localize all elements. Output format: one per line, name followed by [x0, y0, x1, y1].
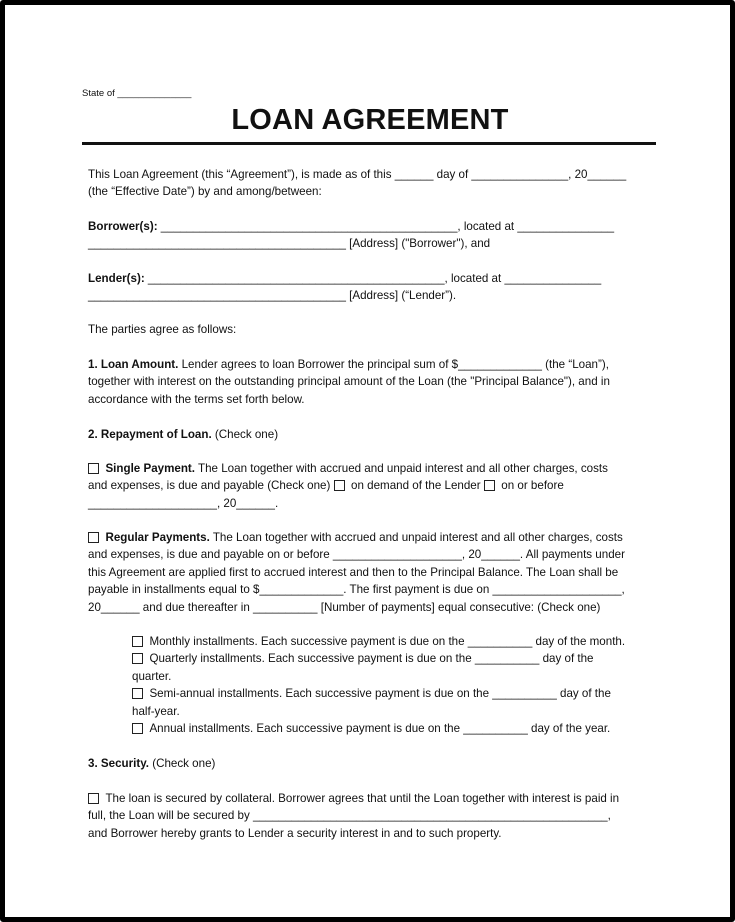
- intro-line-1: This Loan Agreement (this “Agreement”), is made as of this ______ day of _______________, 20______: [88, 168, 627, 181]
- section2-heading-line: [88, 426, 658, 443]
- quarterly-label: Quarterly installments. Each successive payment is due on the __________ day of the: [149, 652, 594, 666]
- single-line-2-text: and expenses, is due and payable (Check one): [88, 479, 334, 493]
- annual-label: Annual installments. Each successive payment is due on the __________ day of the year.: [149, 722, 611, 736]
- on-or-before-label: on or before: [498, 479, 564, 493]
- collateral-checkbox[interactable]: [88, 793, 99, 804]
- section-security-heading: [88, 755, 658, 772]
- semiannual-checkbox[interactable]: [132, 688, 143, 699]
- single-line-1: [88, 460, 658, 477]
- single-payment-label: Single Payment.: [105, 462, 196, 475]
- semiannual-label: Semi-annual installments. Each successive payment is due on the __________ day of the: [149, 687, 611, 701]
- section3-heading-line: [88, 755, 658, 772]
- section-repayment-heading: [88, 426, 658, 443]
- quarterly-continued: quarter.: [132, 669, 172, 683]
- intro-paragraph: [88, 166, 658, 201]
- regular-line-4: payable in installments equal to $_____________. The first payment is due on ____________________,: [88, 583, 625, 597]
- single-payment-option: [88, 460, 658, 512]
- section1-line-1-text: Lender agrees to loan Borrower the principal sum of $_____________ (the “Loan”),: [178, 358, 609, 371]
- lender-line-1-text: ______________________________________________, located at _______________: [144, 272, 602, 285]
- borrower-line-1: [88, 218, 658, 235]
- regular-line-3: this Agreement are applied first to accrued interest and then to the Principal Balance. The Loan shall be: [88, 565, 619, 579]
- monthly-option: [88, 633, 658, 650]
- regular-payments-option: [88, 529, 658, 616]
- collateral-line-2: full, the Loan will be secured by _______________________________________________________,: [88, 809, 611, 823]
- regular-payments-label: Regular Payments.: [105, 531, 210, 544]
- on-demand-label: on demand of the Lender: [347, 479, 484, 493]
- borrower-paragraph: [88, 218, 658, 253]
- on-demand-checkbox[interactable]: [334, 480, 345, 491]
- collateral-line-3: and Borrower hereby grants to Lender a security interest in and to such property.: [88, 826, 502, 840]
- section2-heading: 2. Repayment of Loan.: [88, 428, 212, 441]
- regular-line-5: 20______ and due thereafter in __________ [Number of payments] equal consecutive: (Check one): [88, 600, 601, 614]
- regular-line-1: [88, 529, 658, 546]
- single-line-1-text: The Loan together with accrued and unpaid interest and all other charges, costs: [195, 462, 608, 475]
- single-line-2: [88, 477, 658, 494]
- regular-line-1-text: The Loan together with accrued and unpaid interest and all other charges, costs: [209, 531, 623, 544]
- collateral-line-1: [88, 790, 658, 807]
- page-title: LOAN AGREEMENT: [231, 104, 509, 136]
- quarterly-checkbox[interactable]: [132, 653, 143, 664]
- section1-line-3: accordance with the terms set forth below.: [88, 392, 305, 406]
- annual-option: [88, 720, 658, 737]
- section1-line-2: together with interest on the outstanding principal amount of the Loan (the "Principal Balance"), and in: [88, 375, 610, 389]
- on-or-before-checkbox[interactable]: [484, 480, 495, 491]
- monthly-label: Monthly installments. Each successive payment is due on the __________ day of the month.: [149, 635, 626, 648]
- regular-payments-checkbox[interactable]: [88, 532, 99, 543]
- collateral-option: [88, 790, 658, 842]
- title-rule: [82, 142, 656, 145]
- semiannual-option: [88, 685, 658, 702]
- single-payment-checkbox[interactable]: [88, 463, 99, 474]
- monthly-checkbox[interactable]: [132, 636, 143, 647]
- section1-line-1: [88, 356, 658, 373]
- lender-paragraph: [88, 270, 658, 305]
- regular-line-2: and expenses, is due and payable on or before ____________________, 20______. All payments under: [88, 548, 625, 562]
- intro-line-2: (the “Effective Date”) by and among/between:: [88, 185, 322, 199]
- parties-agree-text: The parties agree as follows:: [88, 323, 237, 336]
- lender-line-2: ________________________________________ [Address] (“Lender”).: [88, 289, 457, 303]
- borrower-line-1-text: ______________________________________________, located at _______________: [157, 220, 615, 233]
- borrower-label: Borrower(s):: [88, 220, 158, 233]
- lender-line-1: [88, 270, 658, 287]
- annual-checkbox[interactable]: [132, 723, 143, 734]
- section1-heading: 1. Loan Amount.: [88, 358, 179, 371]
- collateral-line-1-text: The loan is secured by collateral. Borrower agrees that until the Loan together with interest is paid in: [105, 792, 620, 805]
- section-loan-amount: [88, 356, 658, 408]
- section3-heading-rest: (Check one): [149, 757, 216, 770]
- semiannual-continued: half-year.: [132, 704, 180, 718]
- lender-label: Lender(s):: [88, 272, 145, 285]
- single-line-3: ____________________, 20______.: [88, 496, 279, 510]
- quarterly-option: [88, 650, 658, 667]
- section3-heading: 3. Security.: [88, 757, 150, 770]
- parties-agree: [88, 321, 658, 338]
- state-of-field: State of ______________: [82, 88, 192, 99]
- section2-heading-rest: (Check one): [211, 428, 279, 441]
- installment-options: [88, 633, 658, 737]
- borrower-line-2: ________________________________________ [Address] ("Borrower"), and: [88, 237, 491, 251]
